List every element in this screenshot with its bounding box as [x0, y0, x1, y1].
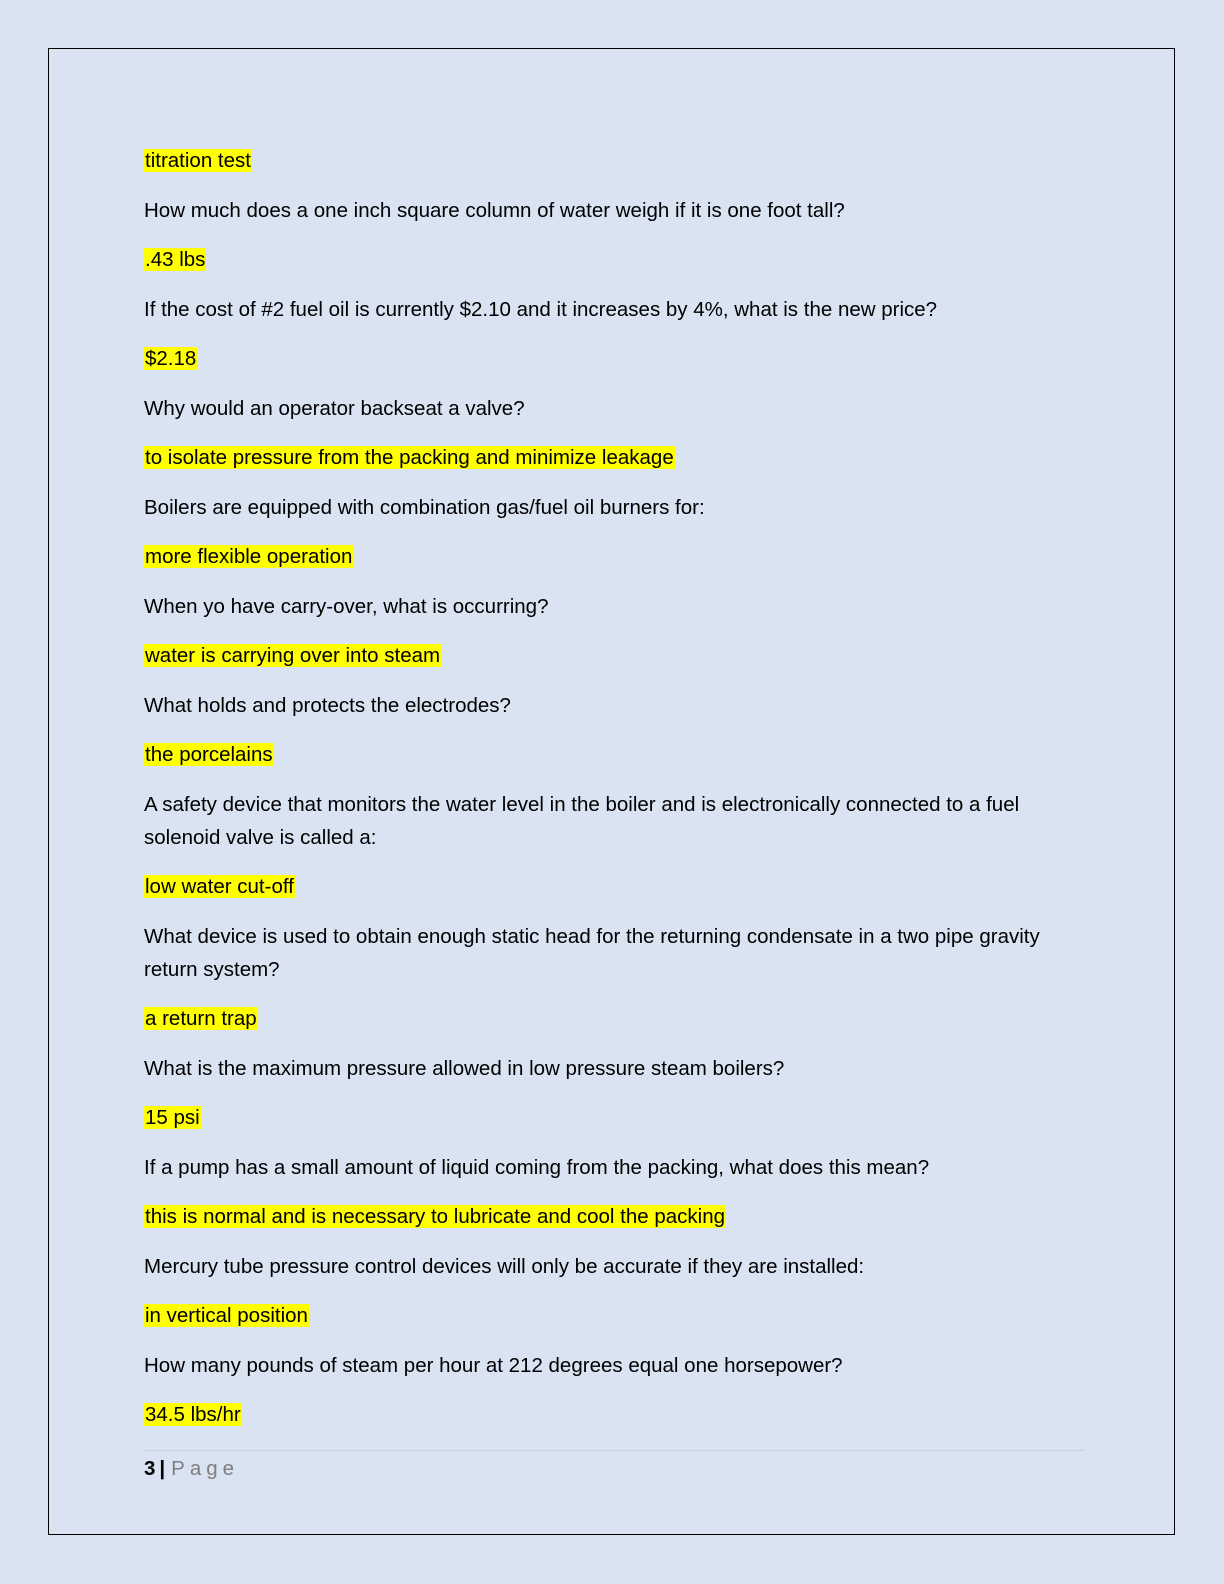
- answer-line: [144, 243, 1084, 276]
- answer-text: $2.18: [145, 347, 197, 370]
- question-line: Why would an operator backseat a valve?: [144, 396, 525, 420]
- answer-text: 15 psi: [145, 1106, 200, 1129]
- answer-line: [144, 870, 1084, 903]
- question-line: When yo have carry-over, what is occurring?: [144, 594, 549, 618]
- answer-line: [144, 639, 1084, 672]
- answer-text: to isolate pressure from the packing and minimize leakage: [145, 446, 674, 469]
- question-line: How much does a one inch square column of water weigh if it is one foot tall?: [144, 198, 845, 222]
- page-label: Page: [171, 1457, 240, 1480]
- answer-text: the porcelains: [145, 743, 273, 766]
- answer-line: [144, 1398, 1084, 1431]
- answer-line: [144, 441, 1084, 474]
- question-line: If the cost of #2 fuel oil is currently $2.10 and it increases by 4%, what is the new price?: [144, 297, 938, 321]
- answer-line: [144, 1002, 1084, 1035]
- document-body: [144, 144, 1084, 1448]
- answer-text: more flexible operation: [145, 545, 353, 568]
- answer-text: 34.5 lbs/hr: [145, 1403, 241, 1426]
- footer-separator: |: [159, 1457, 166, 1480]
- question-line: How many pounds of steam per hour at 212 degrees equal one horsepower?: [144, 1353, 843, 1377]
- question-line: Boilers are equipped with combination gas/fuel oil burners for:: [144, 495, 705, 519]
- answer-text: .43 lbs: [145, 248, 206, 271]
- question-line: What holds and protects the electrodes?: [144, 693, 511, 717]
- answer-text: this is normal and is necessary to lubricate and cool the packing: [145, 1205, 726, 1228]
- answer-line: [144, 1101, 1084, 1134]
- footer-divider: [144, 1450, 1084, 1451]
- answer-text: titration test: [145, 149, 251, 172]
- answer-line: [144, 540, 1084, 573]
- page-number: 3: [144, 1457, 156, 1480]
- question-line: Mercury tube pressure control devices will only be accurate if they are installed:: [144, 1254, 865, 1278]
- answer-line: [144, 144, 1084, 177]
- question-line: A safety device that monitors the water level in the boiler and is electronically connected to a fuel solenoid valve is called a:: [144, 792, 1020, 849]
- question-line: If a pump has a small amount of liquid coming from the packing, what does this mean?: [144, 1155, 930, 1179]
- answer-text: low water cut-off: [145, 875, 294, 898]
- answer-line: [144, 1200, 1084, 1233]
- answer-line: [144, 342, 1084, 375]
- page-footer: [144, 1454, 239, 1484]
- answer-text: water is carrying over into steam: [145, 644, 441, 667]
- question-line: What device is used to obtain enough static head for the returning condensate in a two pipe gravity return system?: [144, 924, 1040, 981]
- answer-line: [144, 738, 1084, 771]
- answer-line: [144, 1299, 1084, 1332]
- question-line: What is the maximum pressure allowed in low pressure steam boilers?: [144, 1056, 785, 1080]
- answer-text: in vertical position: [145, 1304, 308, 1327]
- answer-text: a return trap: [145, 1007, 257, 1030]
